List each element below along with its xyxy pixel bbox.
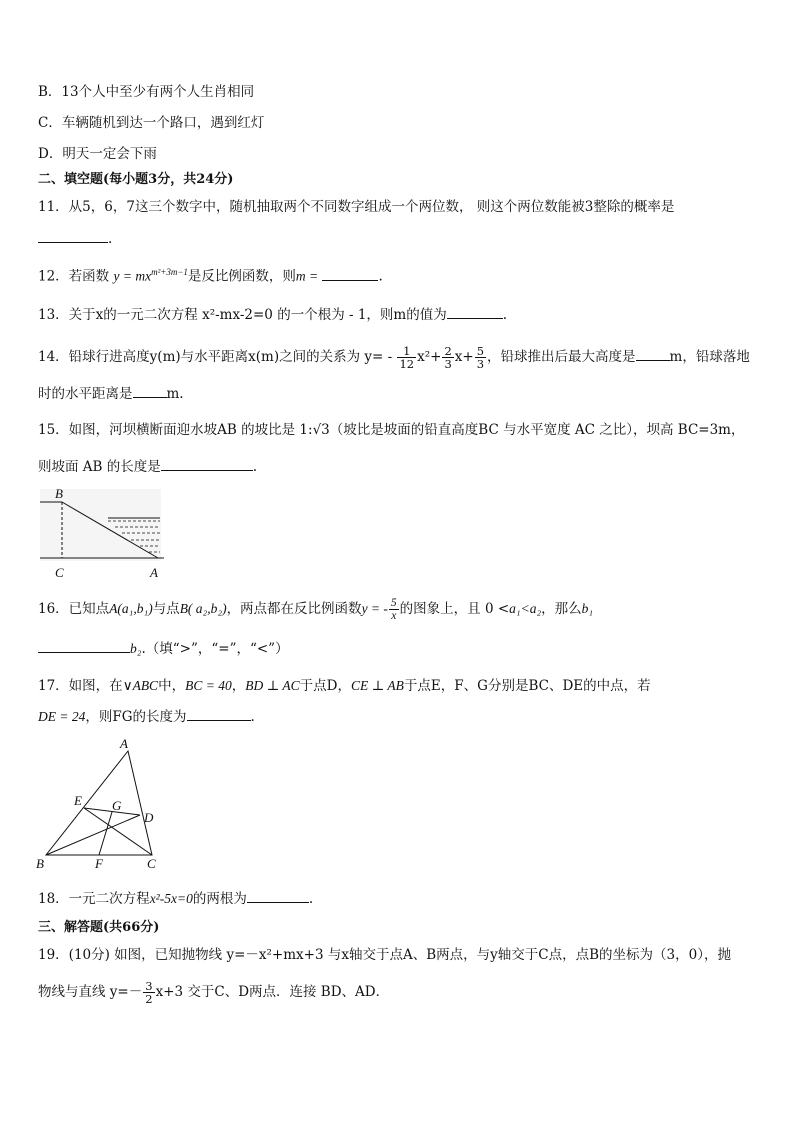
label-a: A [120, 736, 128, 751]
option-d: D．明天一定会下雨 [38, 146, 157, 162]
answer-blank[interactable] [187, 706, 251, 721]
section-answer-heading: 三、解答题(共66分) [38, 920, 160, 935]
answer-blank[interactable] [133, 383, 167, 398]
answer-blank[interactable] [447, 304, 503, 319]
question-13: 13．关于x的一元二次方程 x²-mx-2=0 的一个根为 - 1，则m的值为 . [38, 304, 507, 325]
answer-blank[interactable] [322, 266, 378, 281]
label-g: G [112, 798, 122, 813]
fraction: $\frac{5}{x}$ [390, 597, 397, 622]
segment-fg [99, 812, 112, 855]
option-b: B．13个人中至少有两个人生肖相同 [38, 84, 255, 100]
segment-ce [84, 808, 152, 855]
label-a: A [150, 565, 158, 580]
question-19-line2: 物线与直线 y=－ $\frac{3}{2}$ x+3 交于C、D两点．连接 BD、AD． [38, 979, 390, 1006]
answer-blank[interactable] [38, 228, 108, 243]
label-f: F [95, 856, 103, 871]
section-fill-in-heading: 二、填空题(每小题3分，共24分) [38, 172, 234, 187]
question-18: 18．一元二次方程x²-5x=0的两根为 . [38, 888, 313, 909]
fraction: $\frac{2}{3}$ [444, 344, 452, 371]
question-16-line2: b₂.（填“>”，“=”，“<”） [38, 638, 289, 659]
question-12: 12．若函数 $y = mx^{m^2+3m-1}$是反比例函数，则m = . [38, 267, 383, 285]
question-14-line2: 时的水平距离是 m. [38, 383, 184, 404]
question-17-line2: DE = 24，则FG的长度为 . [38, 706, 255, 727]
question-15-line2: 则坡面 AB 的长度是 . [38, 456, 257, 477]
label-b: B [36, 856, 44, 871]
segment-bd [46, 815, 140, 855]
label-e: E [74, 793, 82, 808]
answer-blank[interactable] [247, 888, 309, 903]
question-11: 11．从5，6，7这三个数字中，随机抽取两个不同数字组成一个两位数， 则这个两位数能被3整除的概率是 [38, 199, 675, 215]
question-19: 19．(10分) 如图，已知抛物线 y=－x²+mx+3 与x轴交于点A、B两点，与y轴交于C点，点B的坐标为（3，0），抛 [38, 947, 731, 963]
label-d: D [144, 810, 154, 825]
dam-cross-section-figure [36, 484, 171, 582]
fraction: $\frac{1}{12}$ [399, 344, 415, 371]
fraction: $\frac{5}{3}$ [476, 344, 485, 371]
question-11-answer-line: . [38, 228, 112, 249]
fraction: $\frac{3}{2}$ [145, 979, 153, 1006]
label-c: C [147, 856, 156, 871]
option-c: C．车辆随机到达一个路口，遇到红灯 [38, 115, 265, 131]
label-b: B [55, 486, 63, 501]
triangle-abc [46, 751, 152, 855]
label-c: C [55, 565, 64, 580]
question-14: 14．铅球行进高度y(m)与水平距离x(m)之间的关系为 y= - $\frac{1}{12}$ x²+ $\frac{2}{3}$ x+ $\frac{5}{3}$ ，铅球推出后最大高度是 m，铅球落地 [38, 344, 750, 371]
answer-blank[interactable] [636, 346, 670, 361]
question-15: 15．如图，河坝横断面迎水坡AB 的坡比是 1:√3（坡比是坡面的铅直高度BC 与水平宽度 AC 之比），坝高 BC=3m， [38, 422, 745, 438]
answer-blank[interactable] [38, 638, 130, 653]
answer-blank[interactable] [161, 456, 253, 471]
triangle-figure [30, 735, 170, 875]
question-16: 16．已知点A(a₁,b₁)与点B( a₂,b₂)，两点都在反比例函数y = - $\frac{5}{x}$ 的图象上，且 0 <a₁<a₂，那么b₁ [38, 597, 594, 622]
question-17: 17．如图，在∨ABC中，BC = 40，BD ⊥ AC于点D，CE ⊥ AB于点E，F、G分别是BC、DE的中点，若 [38, 678, 651, 694]
